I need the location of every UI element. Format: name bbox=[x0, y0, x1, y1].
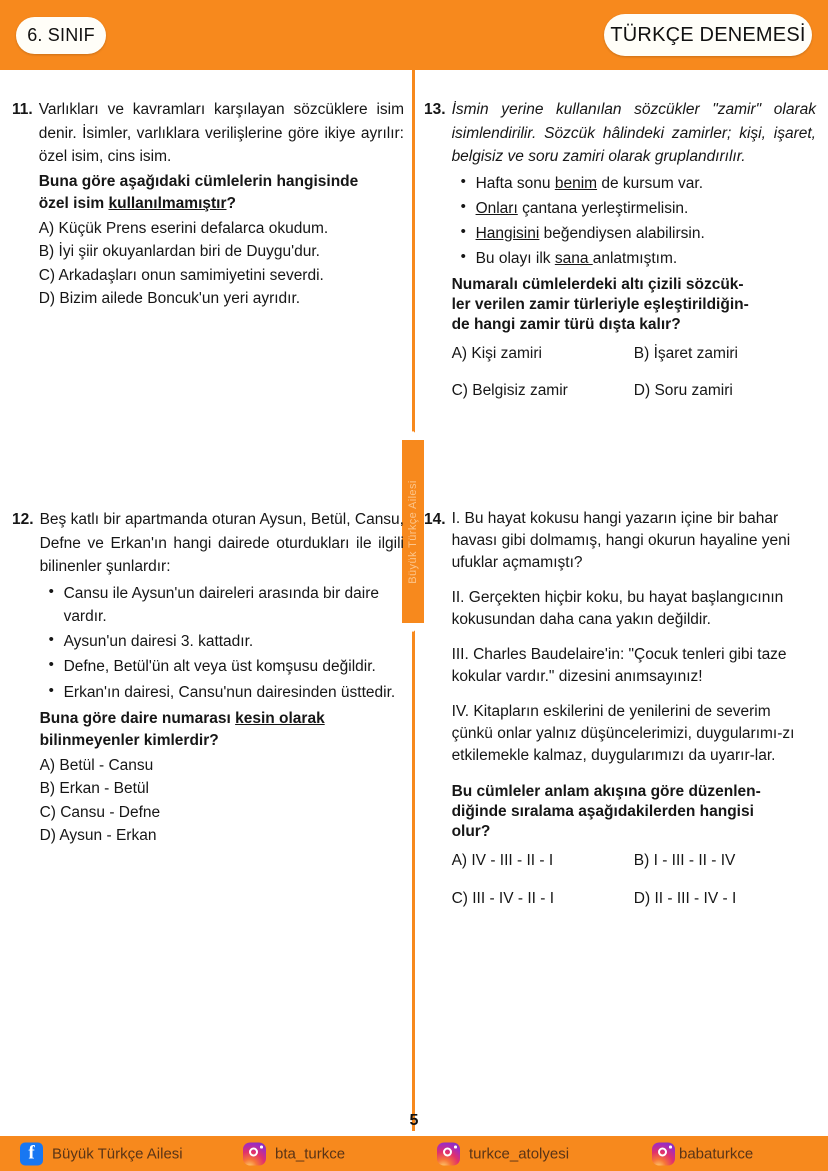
list-item bbox=[476, 222, 816, 245]
exam-title-badge bbox=[604, 14, 812, 56]
list-item bbox=[476, 197, 816, 220]
option-a[interactable]: A) IV - III - II - I bbox=[451, 852, 554, 870]
instagram-icon bbox=[243, 1142, 266, 1165]
question-14-paragraph-2: II. Gerçekten hiçbir koku, bu hayat başlangıcının kokusundan daha cana yakın değildir. bbox=[451, 589, 784, 628]
question-11-options bbox=[39, 217, 404, 311]
facebook-icon-glyph: f bbox=[28, 1142, 35, 1164]
question-12-prompt-line1 bbox=[40, 708, 404, 730]
question-12 bbox=[12, 508, 404, 848]
question-13 bbox=[424, 98, 816, 401]
option-c[interactable]: C) Arkadaşları onun samimiyetini severdi. bbox=[38, 266, 324, 284]
option-b[interactable]: B) Erkan - Betül bbox=[39, 780, 149, 798]
bullet-emphasis: benim bbox=[554, 174, 598, 192]
option-c[interactable]: C) Belgisiz zamir bbox=[451, 382, 568, 400]
bullet-emphasis: sana bbox=[554, 250, 593, 268]
footer-item-turkce-atolyesi[interactable] bbox=[437, 1142, 569, 1165]
list-item bbox=[476, 247, 816, 270]
question-14-prompt-line3: olur? bbox=[451, 823, 491, 841]
option-c[interactable]: C) III - IV - II - I bbox=[451, 889, 555, 907]
list-item: • Defne, Betül'ün alt veya üst komşusu değildir. bbox=[64, 655, 404, 678]
page-header bbox=[0, 0, 828, 70]
option-d[interactable]: D) Bizim ailede Boncuk'un yeri ayrıdır. bbox=[38, 290, 301, 308]
question-12-prompt-pre: Buna göre daire numarası bbox=[39, 709, 236, 727]
question-13-prompt-line1: Numaralı cümlelerdeki altı çizili sözcük- bbox=[451, 275, 744, 293]
bullet-post: çantana yerleştirmelisin. bbox=[517, 199, 689, 217]
instagram-icon bbox=[437, 1142, 460, 1165]
option-d[interactable]: D) Soru zamiri bbox=[633, 382, 733, 400]
grade-badge-label: 6. SINIF bbox=[27, 25, 95, 45]
footer-item-babaturkce[interactable] bbox=[652, 1142, 753, 1165]
list-item bbox=[476, 172, 816, 195]
question-11-prompt-pre: özel isim bbox=[38, 195, 109, 213]
question-14 bbox=[424, 508, 816, 909]
question-12-prompt-line2: bilinmeyenler kimlerdir? bbox=[39, 732, 219, 750]
question-12-prompt-emphasis: kesin olarak bbox=[235, 709, 325, 727]
question-14-paragraph-1: I. Bu hayat kokusu hangi yazarın içine bir bahar havası gibi dolmamış, hangi okurun hayaline yeni ufuklar açmamıştı? bbox=[451, 510, 791, 571]
footer-label-facebook: Büyük Türkçe Ailesi bbox=[52, 1145, 183, 1162]
bullet-pre: Hafta sonu bbox=[475, 174, 555, 192]
question-13-prompt-line2: ler verilen zamir türleriyle eşleştirildiğin- bbox=[451, 295, 749, 313]
option-b[interactable]: B) İşaret zamiri bbox=[633, 345, 738, 363]
grade-badge bbox=[16, 17, 106, 54]
footer-label-babaturkce: babaturkce bbox=[679, 1145, 754, 1162]
question-11-prompt bbox=[39, 171, 404, 216]
option-d[interactable]: D) II - III - IV - I bbox=[633, 889, 737, 907]
footer-label-bta-turkce: bta_turkce bbox=[275, 1145, 346, 1162]
question-12-stem: Beş katlı bir apartmanda oturan Aysun, Betül, Cansu, Defne ve Erkan'ın hangi dairede oturdukları ile ilgili bilinenler şunlardır: bbox=[39, 511, 404, 576]
page-number: 5 bbox=[409, 1112, 419, 1129]
option-b[interactable]: B) İyi şiir okuyanlardan biri de Duygu'dur. bbox=[38, 243, 320, 261]
question-13-options bbox=[452, 344, 816, 401]
question-11-prompt-line2 bbox=[39, 193, 404, 215]
question-12-bullets bbox=[40, 582, 404, 704]
option-a[interactable]: A) Betül - Cansu bbox=[39, 756, 154, 774]
footer-label-turkce-atolyesi: turkce_atolyesi bbox=[469, 1145, 570, 1162]
option-d[interactable]: D) Aysun - Erkan bbox=[39, 827, 157, 845]
bullet-emphasis: Onları bbox=[475, 199, 518, 217]
option-c[interactable]: C) Cansu - Defne bbox=[39, 803, 161, 821]
question-11-prompt-emphasis: kullanılmamıştır bbox=[108, 195, 227, 213]
question-12-number: 12. bbox=[12, 511, 34, 528]
list-item: • Aysun'un dairesi 3. kattadır. bbox=[64, 630, 404, 653]
option-b[interactable]: B) I - III - II - IV bbox=[633, 852, 736, 870]
question-14-prompt-line2: diğinde sıralama aşağıdakilerden hangisi bbox=[451, 803, 754, 821]
question-13-prompt bbox=[452, 275, 816, 335]
bullet-pre: Bu olayı ilk bbox=[475, 250, 555, 268]
question-13-bullets bbox=[452, 172, 816, 271]
question-14-options bbox=[452, 851, 816, 908]
question-12-options bbox=[40, 754, 404, 848]
option-a[interactable]: A) Kişi zamiri bbox=[451, 345, 542, 363]
question-14-number: 14. bbox=[424, 511, 446, 528]
instagram-icon bbox=[652, 1142, 675, 1165]
bullet-post: de kursum var. bbox=[597, 174, 704, 192]
question-11-prompt-line1: Buna göre aşağıdaki cümlelerin hangisinde bbox=[38, 172, 359, 190]
facebook-icon bbox=[20, 1142, 43, 1165]
option-a[interactable]: A) Küçük Prens eserini defalarca okudum. bbox=[38, 219, 329, 237]
bullet-post: beğendiysen alabilirsin. bbox=[539, 225, 705, 243]
question-14-paragraph-4: IV. Kitapların eskilerini de yenilerini de severim çünkü onlar yalnız düşüncelerimizi, duygularımı-zı etkilemekle kalmaz, duygularımızı da uyarır-lar. bbox=[451, 703, 795, 764]
question-11-stem: Varlıkları ve kavramları karşılayan sözcüklere isim denir. İsimler, varlıklara verilişlerine göre ikiye ayrılır: özel isim, cins isim. bbox=[38, 101, 404, 166]
list-item: • Cansu ile Aysun'un daireleri arasında bir daire vardır. bbox=[64, 582, 404, 629]
question-11-prompt-post: ? bbox=[226, 195, 236, 213]
question-14-prompt-line1: Bu cümleler anlam akışına göre düzenlen- bbox=[451, 783, 761, 800]
footer-item-bta-turkce[interactable] bbox=[243, 1142, 345, 1165]
exam-title-label: TÜRKÇE DENEMESİ bbox=[610, 23, 806, 46]
bullet-emphasis: Hangisini bbox=[475, 225, 540, 243]
question-13-number: 13. bbox=[424, 101, 446, 118]
question-13-prompt-line3: de hangi zamir türü dışta kalır? bbox=[451, 315, 681, 333]
question-11 bbox=[12, 98, 404, 311]
question-11-number: 11. bbox=[12, 101, 33, 118]
page-footer bbox=[0, 1136, 828, 1171]
question-12-prompt bbox=[40, 708, 404, 753]
question-13-stem: İsmin yerine kullanılan sözcükler "zamir" olarak isimlendirilir. Sözcük hâlindeki zamirler; kişi, işaret, belgisiz ve soru zamiri olarak gruplandırılır. bbox=[451, 101, 816, 166]
footer-item-facebook[interactable] bbox=[20, 1142, 183, 1165]
bullet-post: anlatmıştım. bbox=[592, 250, 678, 268]
list-item: • Erkan'ın dairesi, Cansu'nun dairesinden üsttedir. bbox=[64, 681, 404, 704]
question-14-prompt bbox=[452, 782, 816, 842]
brand-ribbon-label: Büyük Türkçe Ailesi bbox=[407, 479, 419, 584]
brand-ribbon bbox=[402, 440, 424, 623]
question-14-paragraph-3: III. Charles Baudelaire'in: "Çocuk tenleri gibi taze kokular vardır." dizesini anımsayınız! bbox=[451, 646, 787, 685]
